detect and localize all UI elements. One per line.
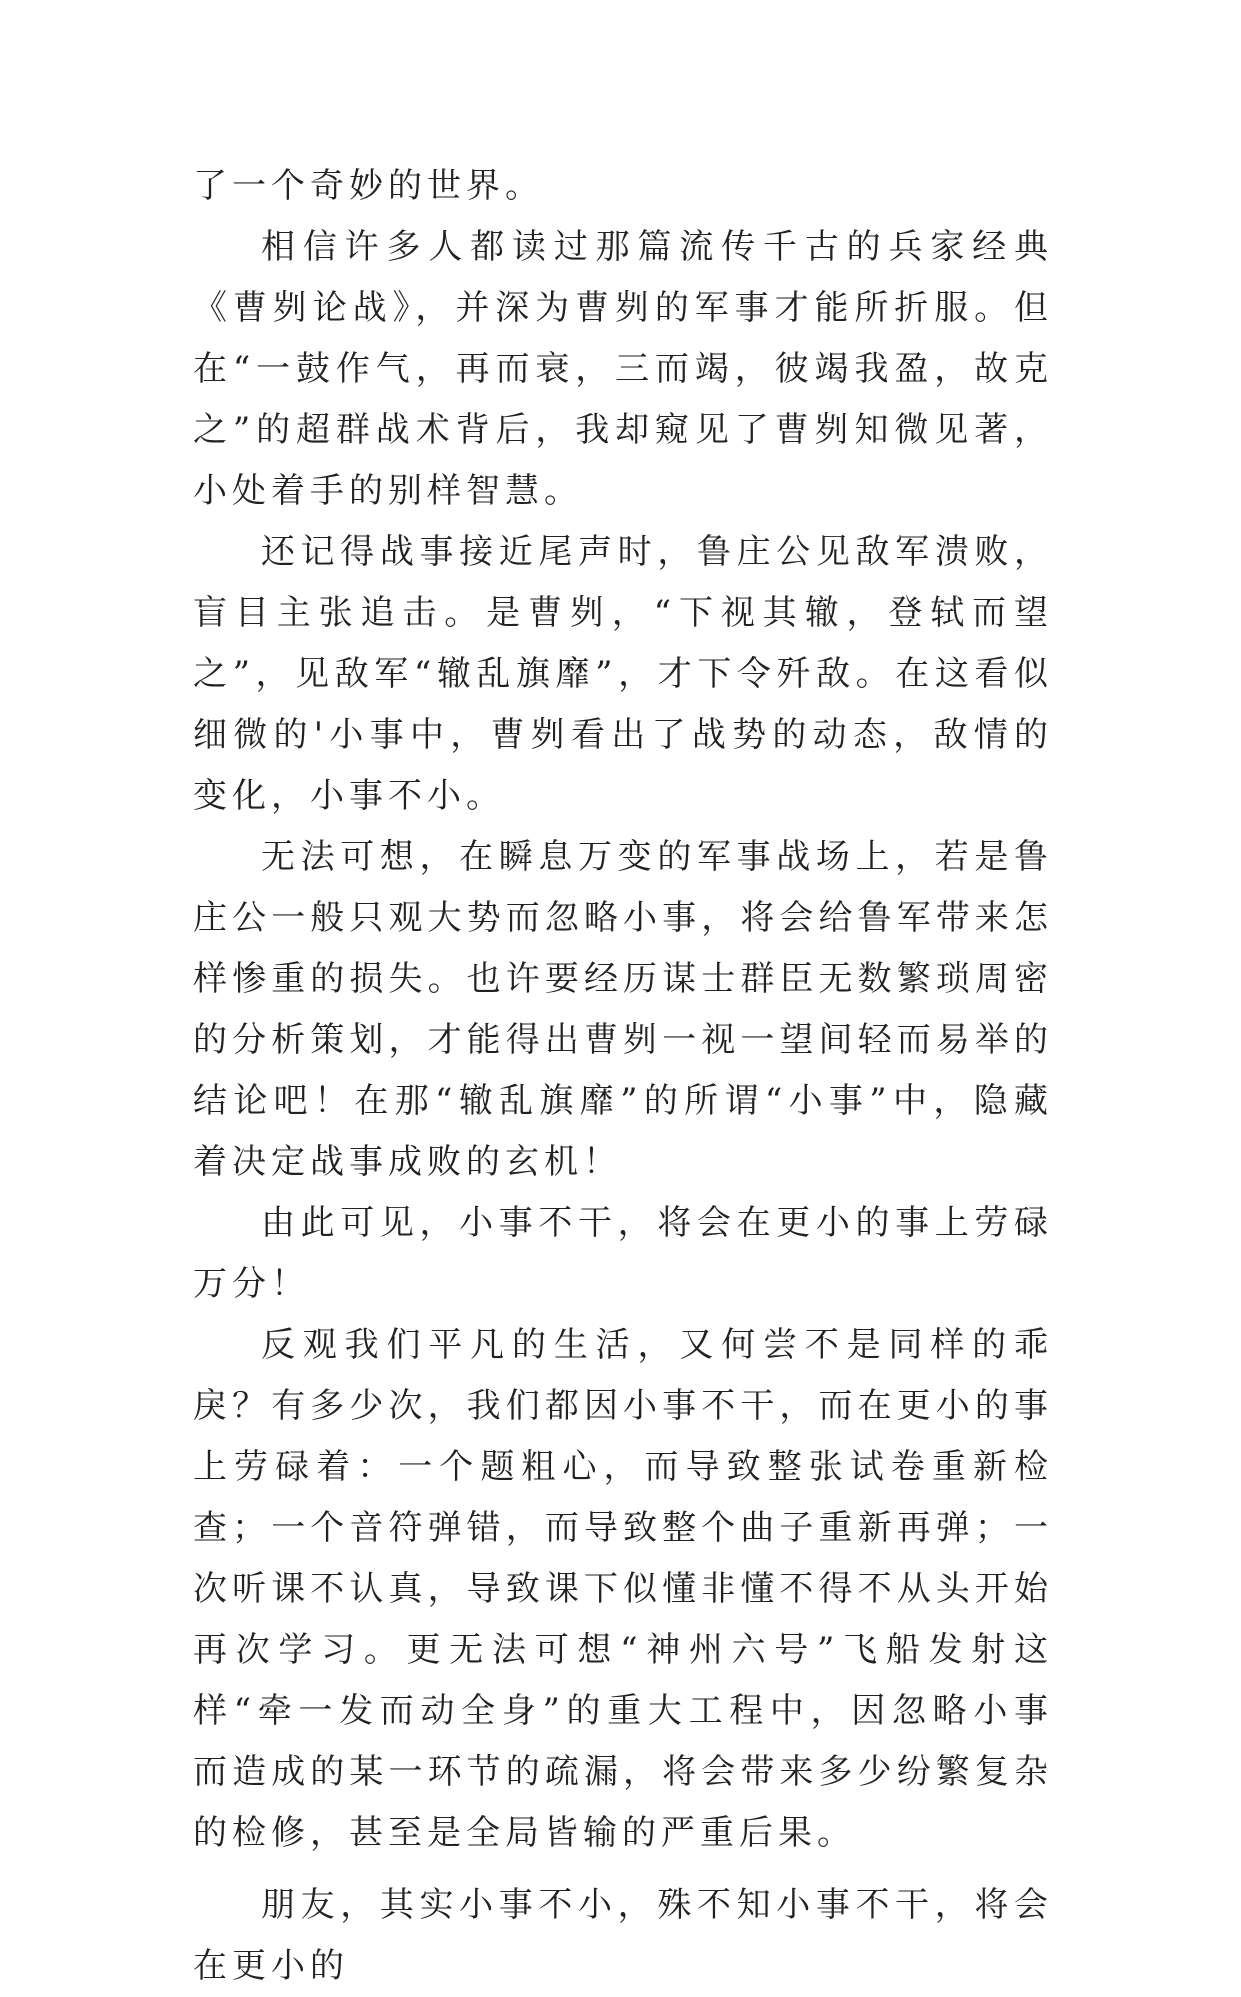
paragraph-conclusion: 由此可见，小事不干，将会在更小的事上劳碌万分！ [193,1203,1053,1304]
paragraph-continuation: 了一个奇妙的世界。 [193,166,544,206]
paragraph-imagine: 无法可想，在瞬息万变的军事战场上，若是鲁庄公一般只观大势而忽略小事，将会给鲁军带来怎样惨重的损失。也许要经历谋士群臣无数繁琐周密的分析策划，才能得出曹刿一视一望间轻而易举的结论吧！在那“辙乱旗靡”的所谓“小事”中，隐藏着决定战事成败的玄机！ [193,837,1053,1182]
essay-body [193,156,1053,1997]
paragraph-daily-life: 反观我们平凡的生活，又何尝不是同样的乖戾？有多少次，我们都因小事不干，而在更小的事上劳碌着：一个题粗心，而导致整张试卷重新检查；一个音符弹错，而导致整个曲子重新再弹；一次听课不认真，导致课下似懂非懂不得不从头开始再次学习。更无法可想“神州六号”飞船发射这样“牵一发而动全身”的重大工程中，因忽略小事而造成的某一环节的疏漏，将会带来多少纷繁复杂的检修，甚至是全局皆输的严重后果。 [193,1325,1053,1853]
paragraph-friend: 朋友，其实小事不小，殊不知小事不干，将会在更小的 [193,1885,1053,1986]
paragraph-caogui-intro: 相信许多人都读过那篇流传千古的兵家经典《曹刿论战》，并深为曹刿的军事才能所折服。但在“一鼓作气，再而衰，三而竭，彼竭我盈，故克之”的超群战术背后，我却窥见了曹刿知微见著，小处着手的别样智慧。 [193,227,1053,511]
paragraph-battle-end: 还记得战事接近尾声时，鲁庄公见敌军溃败，盲目主张追击。是曹刿，“下视其辙，登轼而望之”，见敌军“辙乱旗靡”，才下令歼敌。在这看似细微的'小事中，曹刿看出了战势的动态，敌情的变化，小事不小。 [193,532,1053,816]
